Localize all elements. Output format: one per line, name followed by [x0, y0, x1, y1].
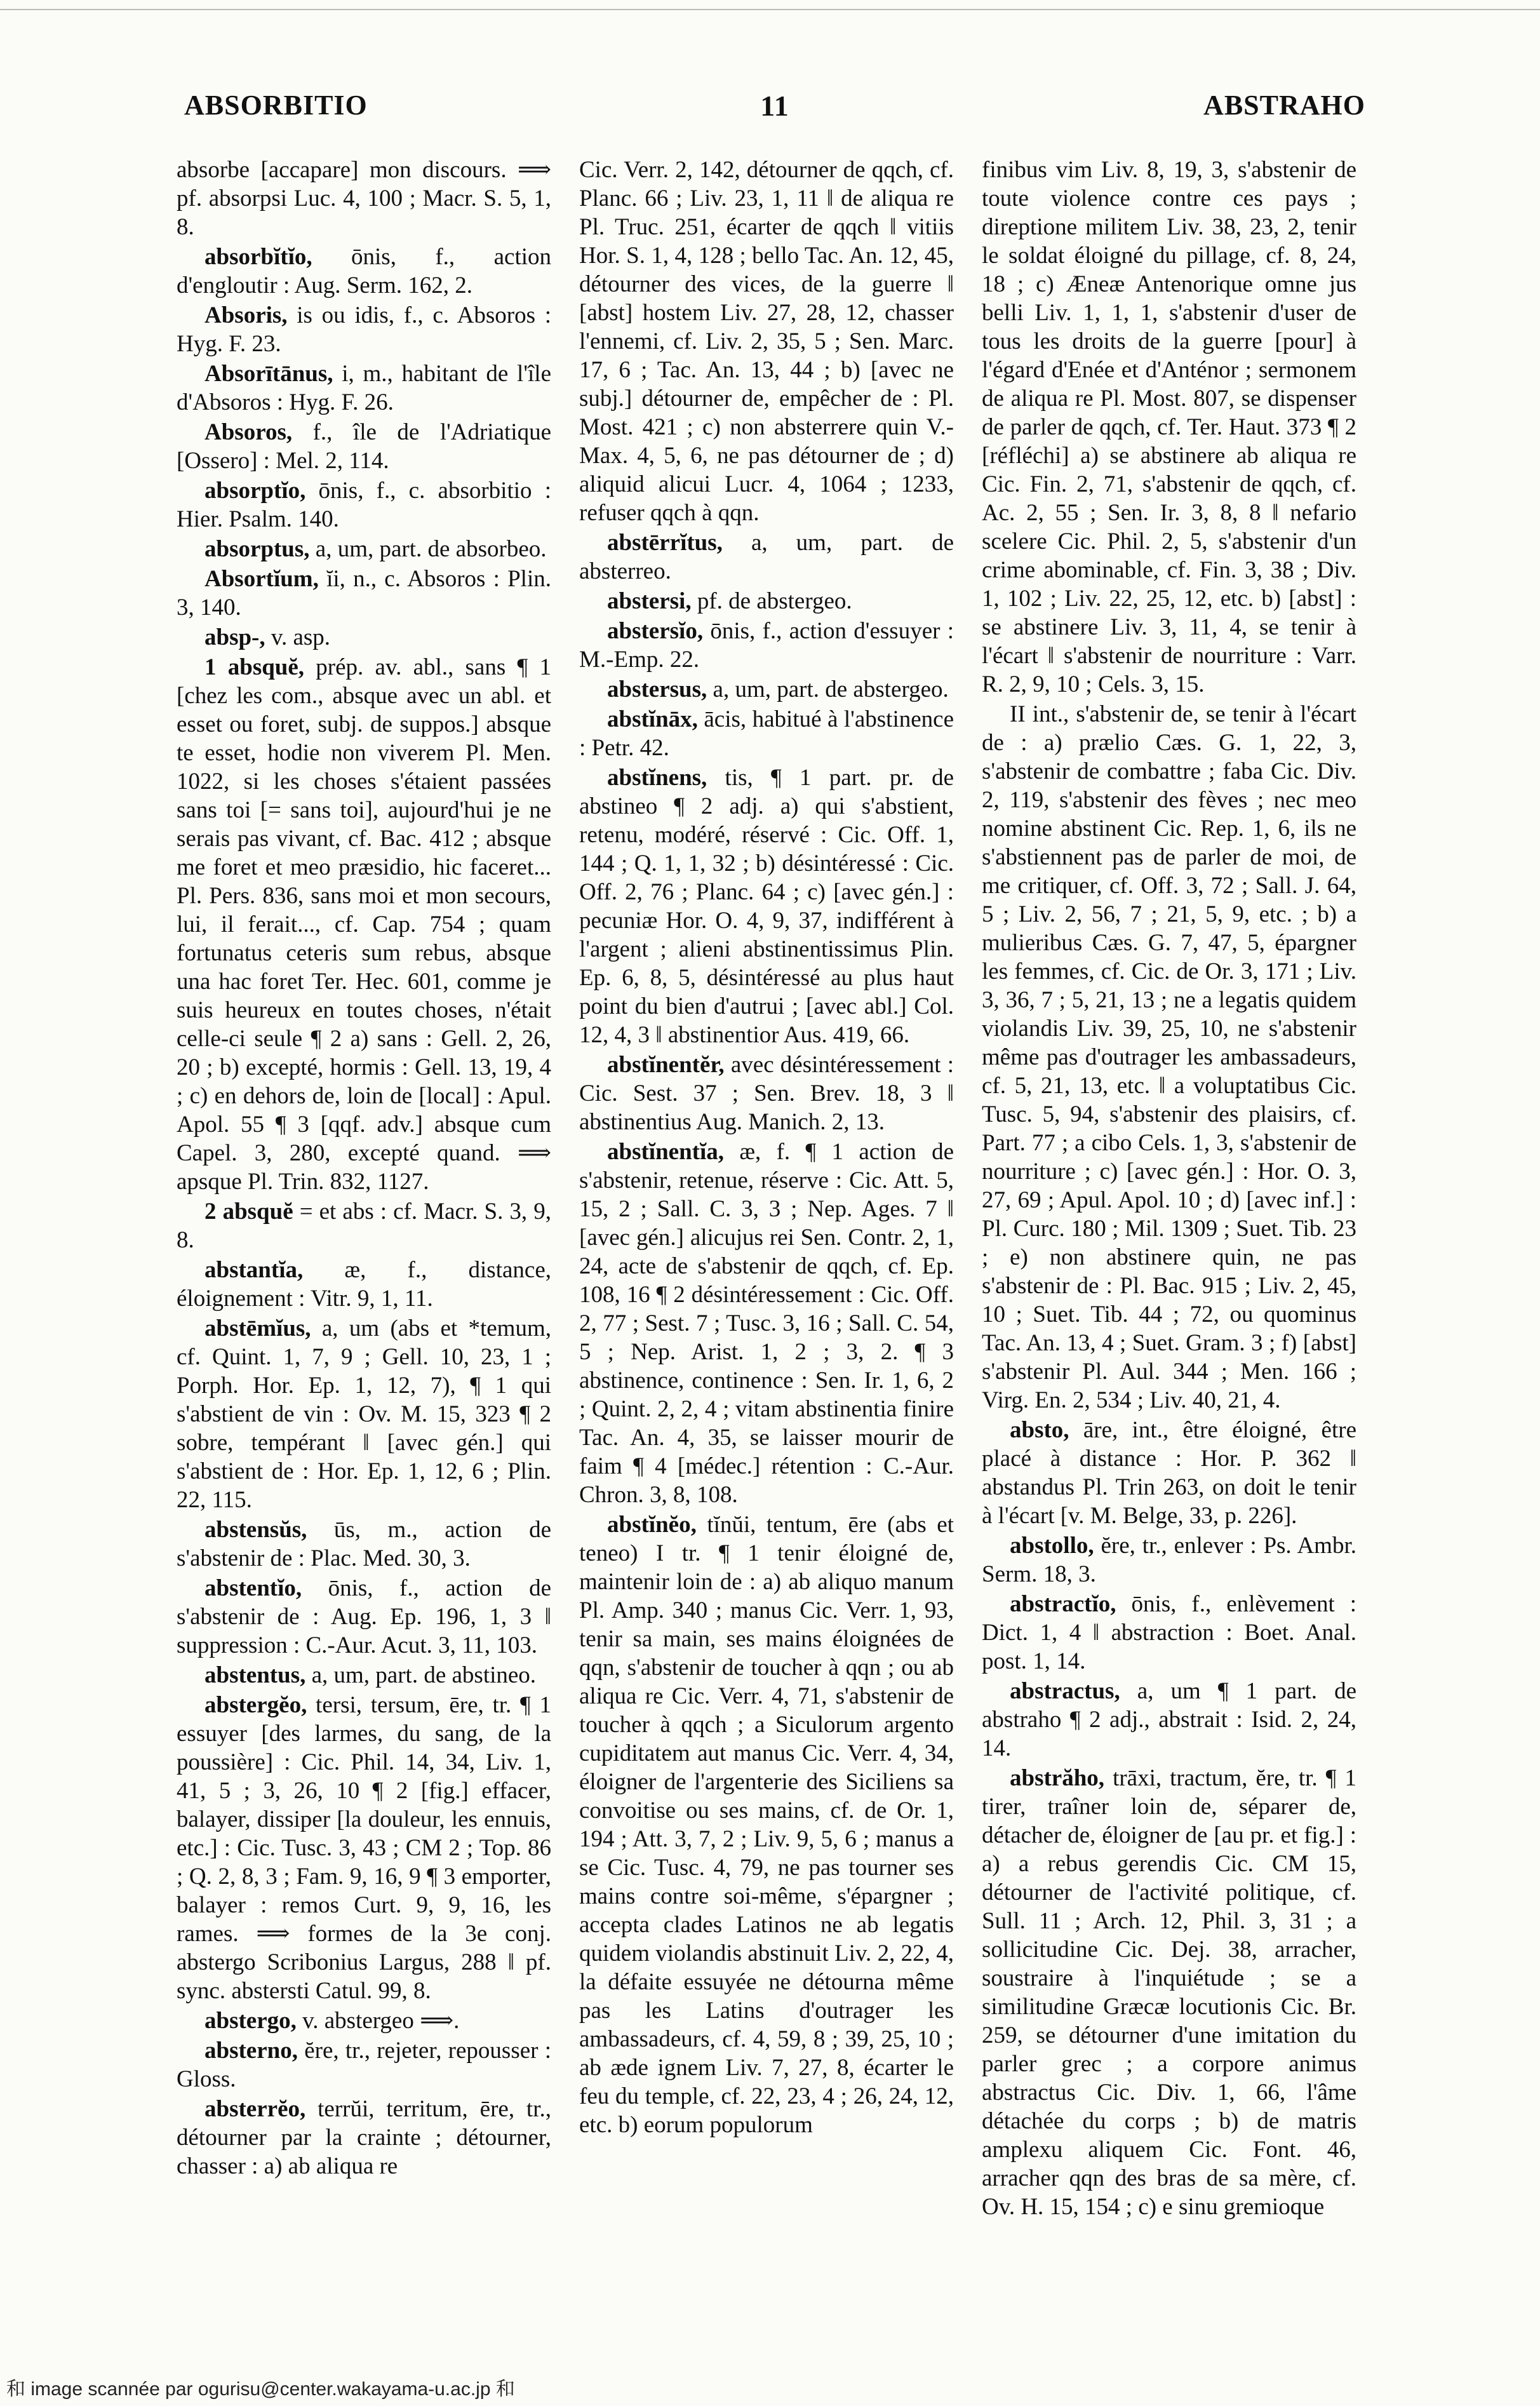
definition-text: absorbe [accapare] mon discours. ⟹ pf. absorpsi Luc. 4, 100 ; Macr. S. 5, 1, 8. [177, 157, 551, 240]
definition-text: is ou idis, f., c. Absoros : Hyg. F. 23. [177, 302, 551, 357]
dictionary-entry [177, 2036, 551, 2093]
definition-text: a, um, part. de abstergeo. [707, 676, 949, 702]
dictionary-entry [177, 1256, 551, 1313]
dictionary-entry [177, 623, 551, 652]
definition-text: a, um, part. de abstineo. [305, 1662, 537, 1688]
dictionary-entry [177, 535, 551, 563]
dictionary-entry [177, 243, 551, 300]
definition-text: pf. de abstergeo. [691, 588, 852, 614]
headword: abstersus, [607, 676, 707, 702]
dictionary-entry [177, 1314, 551, 1514]
definition-text: trāxi, tractum, ĕre, tr. ¶ 1 tirer, traîner loin de, séparer de, détacher de, éloigner de [au pr. et fig.] : a) a rebus gerendis Cic. CM 15, détourner de l'activité politique, cf. Sull. 11 ; Arch. 12, Phil. 3, 31 ; a sollicitudine Cic. Dej. 38, arracher, soustraire à l'inquiétude ; se a similitudine Græcæ locutionis Cic. Br. 259, se détourner d'une imitation du parler grec ; a corpore animus abstractus Cic. Div. 1, 66, l'âme détachée du corps ; b) de matris amplexu aliquem Cic. Font. 46, arracher qqn des bras de sa mère, cf. Ov. H. 15, 154 ; c) e sinu gremioque [982, 1765, 1356, 2220]
dictionary-entry [579, 763, 954, 1049]
running-header [171, 89, 1378, 133]
definition-text: tersi, tersum, ēre, tr. ¶ 1 essuyer [des larmes, du sang, de la poussière] : Cic. Phil. 14, 34, Liv. 1, 41, 5 ; 3, 26, 10 ¶ 2 [fig.] effacer, balayer, dissiper [la douleur, les ennuis, etc.] : Cic. Tusc. 3, 43 ; CM 2 ; Top. 86 ; Q. 2, 8, 3 ; Fam. 9, 16, 9 ¶ 3 emporter, balayer : remos Curt. 9, 9, 16, les rames. ⟹ formes de la 3e conj. abstergo Scribonius Largus, 288 ‖ pf. sync. abstersti Catul. 99, 8. [177, 1692, 551, 2004]
headword: abstersi, [607, 588, 692, 614]
dictionary-entry [982, 156, 1356, 699]
dictionary-entry [177, 360, 551, 417]
dictionary-entry [579, 705, 954, 762]
dictionary-column-1 [177, 156, 551, 2182]
definition-text: terrŭi, territum, ēre, tr., détourner par la crainte ; détourner, chasser : a) ab aliqua re [177, 2096, 551, 2179]
headword: absorptus, [204, 536, 310, 562]
dictionary-entry [579, 675, 954, 704]
headword: abstantĭa, [204, 1257, 304, 1283]
dictionary-entry [177, 1691, 551, 2005]
definition-text: tis, ¶ 1 part. pr. de abstineo ¶ 2 adj. a) qui s'abstient, retenu, modéré, réservé : Cic. Off. 1, 144 ; Q. 1, 1, 32 ; b) désintéressé : Cic. Off. 2, 76 ; Planc. 64 ; c) [avec gén.] : pecuniæ Hor. O. 4, 9, 37, indifférent à l'argent ; alieni abstinentissimus Plin. Ep. 6, 8, 5, désintéressé au plus haut point du bien d'autrui ; [avec abl.] Col. 12, 4, 3 ‖ abstinentior Aus. 419, 66. [579, 765, 954, 1048]
headword: Absoris, [204, 302, 288, 328]
headword: abstrăho, [1010, 1765, 1105, 1791]
headword: Absorītānus, [204, 361, 333, 387]
headword: abstractus, [1010, 1678, 1120, 1704]
dictionary-entry [579, 587, 954, 615]
dictionary-column-3 [982, 156, 1356, 2222]
headword: abstergĕo, [204, 1692, 307, 1718]
dictionary-entry [177, 156, 551, 241]
definition-text: æ, f., distance, éloignement : Vitr. 9, 1, 11. [177, 1257, 551, 1312]
headword: absterno, [204, 2038, 298, 2064]
definition-text: ōnis, f., enlèvement : Dict. 1, 4 ‖ abstraction : Boet. Anal. post. 1, 14. [982, 1591, 1356, 1674]
dictionary-entry [579, 1138, 954, 1509]
definition-text: a, um, part. de absterreo. [579, 530, 954, 584]
definition-text: ācis, habitué à l'abstinence : Petr. 42. [579, 706, 954, 761]
headword: Absoros, [204, 419, 293, 445]
definition-text: v. asp. [265, 624, 331, 650]
definition-text: prép. av. abl., sans ¶ 1 [chez les com., absque avec un abl. et esset ou foret, subj. de suppos.] absque te esset, hodie non viverem Pl. Men. 1022, si les choses s'étaient passées sans toi [= sans toi], aujourd'hui je ne serais pas vivant, cf. Bac. 412 ; absque me foret et meo præsidio, hic faceret... Pl. Pers. 836, sans moi et mon secours, lui, il ferait..., cf. Cap. 754 ; quam fortunatus ceteris sum rebus, absque una hac foret Ter. Hec. 601, comme je suis heureux en toutes choses, n'était celle-ci seule ¶ 2 a) sans : Gell. 2, 26, 20 ; b) excepté, hormis : Gell. 13, 19, 4 ; c) en dehors de, loin de [local] : Apul. Apol. 55 ¶ 3 [qqf. adv.] absque cum Capel. 3, 280, excepté quand. ⟹ apsque Pl. Trin. 832, 1127. [177, 654, 552, 1195]
dictionary-entry [982, 700, 1356, 1415]
dictionary-entry [177, 1197, 551, 1254]
page-number: 11 [760, 90, 789, 122]
headword: abstērrĭtus, [607, 530, 723, 556]
dictionary-entry [579, 528, 954, 586]
dictionary-entry [982, 1416, 1356, 1530]
dictionary-entry [982, 1677, 1356, 1763]
definition-text: i, m., habitant de l'île d'Absoros : Hyg. F. 26. [177, 361, 551, 415]
definition-text: a, um ¶ 1 part. de abstraho ¶ 2 adj., abstrait : Isid. 2, 24, 14. [982, 1678, 1356, 1761]
scan-credit: 和 image scannée par ogurisu@center.wakayama-u.ac.jp 和 [6, 2379, 515, 2400]
headword: abstĭnentĕr, [607, 1052, 725, 1078]
definition-text: finibus vim Liv. 8, 19, 3, s'abstenir de toute violence contre ces pays ; direptione militem Liv. 38, 23, 2, tenir le soldat éloigné du pillage, cf. 8, 24, 18 ; c) Æneæ Antenorique omne jus belli Liv. 1, 1, 1, s'abstenir d'user de tous les droits de la guerre [pour] à l'égard d'Enée et d'Anténor ; sermonem de aliqua re Pl. Most. 807, se dispenser de parler de qqch, cf. Ter. Haut. 373 ¶ 2 [réfléchi] a) se abstinere ab aliqua re Cic. Fin. 2, 71, s'abstenir de qqch, cf. Ac. 2, 55 ; Sen. Ir. 3, 8, 8 ‖ nefario scelere Cic. Phil. 2, 5, s'abstenir d'un crime abominable, cf. Fin. 3, 38 ; Div. 1, 102 ; Liv. 22, 25, 12, etc. b) [abst] : se abstinere Liv. 3, 11, 4, se tenir à l'écart ‖ s'abstenir de nourriture : Varr. R. 2, 9, 10 ; Cels. 3, 15. [982, 157, 1356, 697]
headword: abstentus, [204, 1662, 306, 1688]
dictionary-entry [177, 1661, 551, 1690]
headword: absterrĕo, [204, 2096, 306, 2122]
top-rule [0, 0, 1540, 10]
definition-text: = et abs : cf. Macr. S. 3, 9, 8. [177, 1199, 551, 1253]
dictionary-entry [579, 617, 954, 674]
headword: absorptĭo, [204, 478, 306, 504]
headword: abstensŭs, [204, 1517, 307, 1543]
headword: abstollo, [1010, 1533, 1094, 1559]
definition-text: āre, int., être éloigné, être placé à distance : Hor. P. 362 ‖ abstandus Pl. Trin 263, on doit le tenir à l'écart [v. M. Belge, 33, p. 226]. [982, 1417, 1356, 1529]
definition-text: II int., s'abstenir de, se tenir à l'écart de : a) prælio Cæs. G. 1, 22, 3, s'abstenir de combattre ; faba Cic. Div. 2, 119, s'abstenir des fèves ; nec meo nomine abstinent Cic. Rep. 1, 6, ils ne s'abstiennent pas de parler de moi, de me critiquer, cf. Off. 3, 72 ; Sall. J. 64, 5 ; Liv. 2, 56, 7 ; 21, 5, 9, etc. ; b) a mulieribus Cæs. G. 7, 47, 5, épargner les femmes, cf. Cic. de Or. 3, 171 ; Liv. 3, 36, 7 ; 5, 21, 13 ; ne a legatis quidem violandis Liv. 39, 25, 10, ne s'abstenir même pas d'outrager les ambassadeurs, cf. 5, 21, 13, etc. ‖ a voluptatibus Cic. Tusc. 5, 94, s'abstenir des plaisirs, cf. Part. 77 ; a cibo Cels. 1, 3, s'abstenir de nourriture ; c) [avec gén.] : Hor. O. 3, 27, 69 ; Apul. Apol. 10 ; d) [avec inf.] : Pl. Curc. 180 ; Mil. 1309 ; Suet. Tib. 23 ; e) non abstinere quin, ne pas s'abstenir de : Pl. Bac. 915 ; Liv. 2, 45, 10 ; Suet. Tib. 44 ; 72, ou quominus Tac. An. 13, 4 ; Suet. Gram. 3 ; f) [abst] s'abstenir Pl. Aul. 344 ; Men. 166 ; Virg. En. 2, 534 ; Liv. 40, 21, 4. [982, 701, 1356, 1413]
headword: abstĭnens, [607, 765, 707, 791]
header-first-word: ABSORBITIO [184, 90, 368, 121]
definition-text: v. abstergeo ⟹. [296, 2008, 460, 2034]
headword: 2 absquĕ [204, 1199, 293, 1225]
dictionary-entry [177, 565, 551, 622]
headword: absp-, [204, 624, 265, 650]
dictionary-entry [177, 2095, 551, 2181]
headword: abstĭnāx, [607, 706, 698, 732]
headword: abstractĭo, [1010, 1591, 1116, 1617]
dictionary-entry [177, 301, 551, 358]
dictionary-entry [982, 1531, 1356, 1589]
dictionary-entry [177, 476, 551, 534]
dictionary-column-2 [579, 156, 954, 2141]
headword: 1 absquĕ, [204, 654, 305, 680]
dictionary-entry [579, 1510, 954, 2139]
definition-text: ĕre, tr., enlever : Ps. Ambr. Serm. 18, 3. [982, 1533, 1356, 1587]
dictionary-entry [177, 653, 551, 1196]
headword: abstersĭo, [607, 618, 704, 644]
headword: absto, [1010, 1417, 1069, 1443]
dictionary-entry [982, 1764, 1356, 2221]
definition-text: ĭi, n., c. Absoros : Plin. 3, 140. [177, 566, 551, 621]
dictionary-entry [177, 1516, 551, 1573]
headword: absorbĭtĭo, [204, 244, 312, 270]
headword: Absortĭum, [204, 566, 319, 592]
definition-text: æ, f. ¶ 1 action de s'abstenir, retenue, réserve : Cic. Att. 5, 15, 2 ; Sall. C. 3, 3 ; Nep. Ages. 7 ‖ [avec gén.] alicujus rei Sen. Contr. 2, 1, 24, acte de s'abstenir de qqch, cf. Ep. 108, 16 ¶ 2 désintéressement : Cic. Off. 2, 77 ; Sest. 7 ; Tusc. 3, 16 ; Sall. C. 54, 5 ; Nep. Arist. 1, 2 ; 3, 2. ¶ 3 abstinence, continence : Sen. Ir. 1, 6, 2 ; Quint. 2, 2, 4 ; vitam abstinentia finire Tac. An. 4, 35, se laisser mourir de faim ¶ 4 [médec.] rétention : C.-Aur. Chron. 3, 8, 108. [579, 1139, 954, 1508]
definition-text: f., île de l'Adriatique [Ossero] : Mel. 2, 114. [177, 419, 551, 474]
definition-text: ōnis, f., action d'engloutir : Aug. Serm. 162, 2. [177, 244, 551, 299]
definition-text: ōnis, f., action de s'abstenir de : Aug. Ep. 196, 1, 3 ‖ suppression : C.-Aur. Acut. 3, 11, 103. [177, 1575, 551, 1658]
dictionary-entry [982, 1590, 1356, 1676]
definition-text: a, um (abs et *temum, cf. Quint. 1, 7, 9 ; Gell. 10, 23, 1 ; Porph. Hor. Ep. 1, 12, 7), ¶ 1 qui s'abstient de vin : Ov. M. 15, 323 ¶ 2 sobre, tempérant ‖ [avec gén.] qui s'abstient de : Hor. Ep. 1, 12, 6 ; Plin. 22, 115. [177, 1315, 551, 1513]
dictionary-entry [177, 2006, 551, 2035]
headword: abstēmĭus, [204, 1315, 311, 1341]
definition-text: avec désintéressement : Cic. Sest. 37 ; Sen. Brev. 18, 3 ‖ abstinentius Aug. Manich. 2, 13. [579, 1052, 954, 1135]
definition-text: ōnis, f., c. absorbitio : Hier. Psalm. 140. [177, 478, 551, 532]
definition-text: ūs, m., action de s'abstenir de : Plac. Med. 30, 3. [177, 1517, 551, 1571]
definition-text: a, um, part. de absorbeo. [309, 536, 547, 562]
dictionary-entry [177, 418, 551, 475]
definition-text: Cic. Verr. 2, 142, détourner de qqch, cf. Planc. 66 ; Liv. 23, 1, 11 ‖ de aliqua re Pl. Truc. 251, écarter de qqch ‖ vitiis Hor. S. 1, 4, 128 ; bello Tac. An. 12, 45, détourner des vices, de la guerre ‖ [abst] hostem Liv. 27, 28, 12, chasser l'ennemi, cf. Liv. 2, 35, 5 ; Sen. Marc. 17, 6 ; Tac. An. 13, 44 ; b) [avec ne subj.] détourner de, empêcher de : Pl. Most. 421 ; c) non absterrere quin V.-Max. 4, 5, 6, ne pas détourner de ; d) aliquid alicui Lucr. 4, 1064 ; 1233, refuser qqch à qqn. [579, 157, 954, 526]
dictionary-entry [579, 1051, 954, 1136]
definition-text: ĕre, tr., rejeter, repousser : Gloss. [177, 2038, 551, 2092]
dictionary-entry [177, 1574, 551, 1660]
headword: abstĭnĕo, [607, 1512, 697, 1538]
headword: abstentĭo, [204, 1575, 302, 1601]
headword: abstergo, [204, 2008, 297, 2034]
definition-text: ōnis, f., action d'essuyer : M.-Emp. 22. [579, 618, 954, 673]
definition-text: tĭnŭi, tentum, ēre (abs et teneo) I tr. ¶ 1 tenir éloigné de, maintenir loin de : a) ab aliquo manum Pl. Amp. 340 ; manus Cic. Verr. 1, 93, tenir sa main, ses mains éloignées de qqn, s'abstenir de toucher à qqn ; ou ab aliqua re Cic. Verr. 4, 71, s'abstenir de toucher à qqch ; a Siculorum argento cupiditatem aut manus Cic. Verr. 4, 34, éloigner de l'argenterie des Siciliens sa convoitise ou ses mains, cf. de Or. 1, 194 ; Att. 3, 7, 2 ; Liv. 9, 5, 6 ; manus a se Cic. Tusc. 4, 79, ne pas tourner ses mains contre soi-même, s'épargner ; accepta clades Latinos ne ab legatis quidem violandis abstinuit Liv. 2, 22, 4, la défaite essuyée ne détourna même pas les Latins d'outrager les ambassadeurs, cf. 4, 59, 8 ; 39, 25, 10 ; ab æde ignem Liv. 7, 27, 8, écarter le feu du temple, cf. 22, 23, 4 ; 26, 24, 12, etc. b) eorum populorum [579, 1512, 954, 2138]
headword: abstĭnentĭa, [607, 1139, 725, 1165]
header-last-word: ABSTRAHO [1203, 90, 1365, 121]
dictionary-entry [579, 156, 954, 527]
